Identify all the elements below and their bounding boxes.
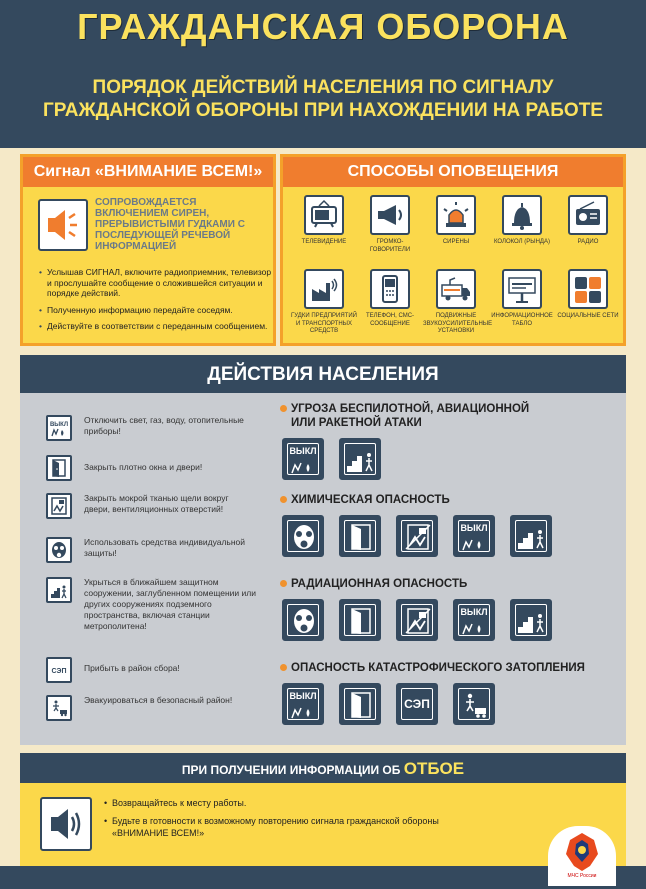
notification-methods-panel (280, 154, 626, 346)
speaker-icon (38, 199, 88, 251)
siren-icon (436, 195, 476, 235)
action-text: Использовать средства индивидуальной защиты! (84, 537, 246, 558)
all-clear-title-prefix: ПРИ ПОЛУЧЕНИИ ИНФОРМАЦИИ ОБ (181, 763, 401, 777)
close-door-icon (339, 683, 381, 725)
close-door-icon (46, 455, 72, 481)
actions-title: ДЕЙСТВИЯ НАСЕЛЕНИЯ (20, 355, 626, 393)
threat-title-line: УГРОЗА БЕСПИЛОТНОЙ, АВИАЦИОННОЙ (291, 403, 530, 415)
info-board-icon (502, 269, 542, 309)
threat-title: РАДИАЦИОННАЯ ОПАСНОСТЬ (280, 577, 626, 591)
evacuation-icon (453, 683, 495, 725)
switch-off-icon (282, 683, 324, 725)
method-label: СИРЕНЫ (442, 239, 470, 245)
method-item (423, 269, 493, 337)
threat-chemical (280, 493, 626, 557)
truck-icon (436, 269, 476, 309)
bell-icon (502, 195, 542, 235)
emblem-icon (562, 830, 602, 874)
gas-mask-icon (282, 599, 324, 641)
threat-drone-attack (280, 402, 626, 480)
threat-title: ОПАСНОСТЬ КАТАСТРОФИЧЕСКОГО ЗАТОПЛЕНИЯ (280, 661, 626, 675)
list-item: • Действуйте в соответствии с переданным сообщением. (39, 321, 273, 332)
threat-icons (282, 515, 626, 557)
subtitle-line-1: ПОРЯДОК ДЕЙСТВИЙ НАСЕЛЕНИЯ ПО СИГНАЛУ (92, 77, 554, 98)
method-label: ТЕЛЕВИДЕНИЕ (301, 239, 347, 245)
method-label: ПОДВИЖНЫЕ ЗВУКОУСИЛИТЕЛЬНЫЕ УСТАНОВКИ (423, 313, 493, 334)
method-label: ГУДКИ ПРЕДПРИЯТИЙ И ТРАНСПОРТНЫХ СРЕДСТВ (291, 313, 357, 334)
assembly-point-icon (46, 657, 72, 683)
signal-panel (20, 154, 276, 346)
method-item (423, 195, 489, 263)
factory-horn-icon (304, 269, 344, 309)
switch-off-icon (453, 515, 495, 557)
badge-sep-text: СЭП (51, 668, 67, 675)
threat-radiation (280, 577, 626, 641)
method-item (291, 195, 357, 263)
seal-gaps-icon (46, 493, 72, 519)
close-door-icon (339, 599, 381, 641)
action-text: Отключить свет, газ, воду, отопительные приборы! (84, 415, 244, 436)
switch-off-icon (46, 415, 72, 441)
radio-icon (568, 195, 608, 235)
gas-mask-icon (282, 515, 324, 557)
action-text: Прибыть в район сбора! (84, 663, 180, 673)
all-clear-title-accent: ОТБОЕ (403, 759, 465, 778)
shelter-icon (510, 599, 552, 641)
seal-gaps-icon (396, 515, 438, 557)
close-door-icon (339, 515, 381, 557)
emblem-label: МЧС России (567, 873, 597, 879)
method-label: ИНФОРМАЦИОННОЕ ТАБЛО (491, 313, 553, 327)
method-label: СОЦИАЛЬНЫЕ СЕТИ (557, 313, 619, 319)
threat-title: ХИМИЧЕСКАЯ ОПАСНОСТЬ (280, 493, 626, 507)
badge-off-text: ВЫКЛ (460, 523, 488, 533)
list-item: • Услышав СИГНАЛ, включите радиоприемник, телевизор и прослушайте сообщение о сложившейся ситуации и порядке действий. (39, 267, 273, 299)
shelter-icon (339, 438, 381, 480)
method-label: ГРОМКО-ГОВОРИТЕЛИ (369, 239, 411, 253)
all-clear-panel (20, 753, 626, 875)
action-text: Укрыться в ближайшем защитном сооружении, заглубленном помещении или других сооружениях подземного пространства, включая станции метрополитена! (84, 577, 256, 631)
method-label: РАДИО (577, 239, 599, 245)
loudspeaker-icon (370, 195, 410, 235)
method-item (555, 269, 621, 337)
list-item: • Будьте в готовности к возможному повторению сигнала гражданской обороны «ВНИМАНИЕ ВСЕМ!» (104, 815, 484, 839)
signal-description: СОПРОВОЖДАЕТСЯ ВКЛЮЧЕНИЕМ СИРЕН, ПРЕРЫВИСТЫМИ ГУДКАМИ С ПОСЛЕДУЮЩЕЙ РЕЧЕВОЙ ИНФОРМАЦИЕЙ (95, 197, 245, 252)
page-subtitle (0, 76, 646, 122)
emchs-logo (548, 826, 616, 886)
gas-mask-icon (46, 537, 72, 563)
signal-title: Сигнал «ВНИМАНИЕ ВСЕМ!» (23, 157, 273, 187)
all-clear-title (20, 753, 626, 783)
threat-flooding (280, 661, 626, 725)
assembly-point-icon (396, 683, 438, 725)
actions-panel (20, 355, 626, 745)
signal-instructions (39, 267, 273, 338)
threat-icons (282, 599, 626, 641)
method-item (489, 269, 555, 337)
speaker-icon (40, 797, 92, 851)
phone-icon (370, 269, 410, 309)
badge-sep-text: СЭП (404, 697, 430, 711)
method-label: КОЛОКОЛ (РЫНДА) (494, 239, 550, 245)
badge-off-text: ВЫКЛ (289, 446, 317, 456)
methods-grid (291, 195, 623, 337)
seal-gaps-icon (396, 599, 438, 641)
threat-title-line: ИЛИ РАКЕТНОЙ АТАКИ (291, 417, 422, 429)
switch-off-icon (453, 599, 495, 641)
action-text: Закрыть плотно окна и двери! (84, 462, 203, 472)
list-item: • Возвращайтесь к месту работы. (104, 797, 484, 809)
method-item (291, 269, 357, 337)
list-item: • Полученную информацию передайте соседям. (39, 305, 273, 316)
header (0, 0, 646, 148)
threat-icons (282, 438, 626, 480)
action-text: Эвакуироваться в безопасный район! (84, 695, 233, 705)
page-title: ГРАЖДАНСКАЯ ОБОРОНА (77, 6, 569, 47)
badge-off-text: ВЫКЛ (460, 607, 488, 617)
switch-off-icon (282, 438, 324, 480)
method-item (489, 195, 555, 263)
method-item (357, 195, 423, 263)
social-networks-icon (568, 269, 608, 309)
method-label: ТЕЛЕФОН, СМС-СООБЩЕНИЕ (365, 313, 415, 327)
subtitle-line-2: ГРАЖДАНСКОЙ ОБОРОНЫ ПРИ НАХОЖДЕНИИ НА РАБОТЕ (43, 100, 603, 121)
method-item (555, 195, 621, 263)
methods-title: СПОСОБЫ ОПОВЕЩЕНИЯ (283, 157, 623, 187)
evacuation-icon (46, 695, 72, 721)
badge-off-text: ВЫКЛ (289, 691, 317, 701)
badge-off-text: ВЫКЛ (49, 422, 69, 428)
action-text: Закрыть мокрой тканью щели вокруг двери, вентиляционных отверстий! (84, 493, 229, 514)
shelter-icon (46, 577, 72, 603)
threat-title (280, 402, 626, 430)
shelter-icon (510, 515, 552, 557)
all-clear-instructions (104, 797, 484, 845)
threat-icons (282, 683, 626, 725)
tv-icon (304, 195, 344, 235)
method-item (357, 269, 423, 337)
